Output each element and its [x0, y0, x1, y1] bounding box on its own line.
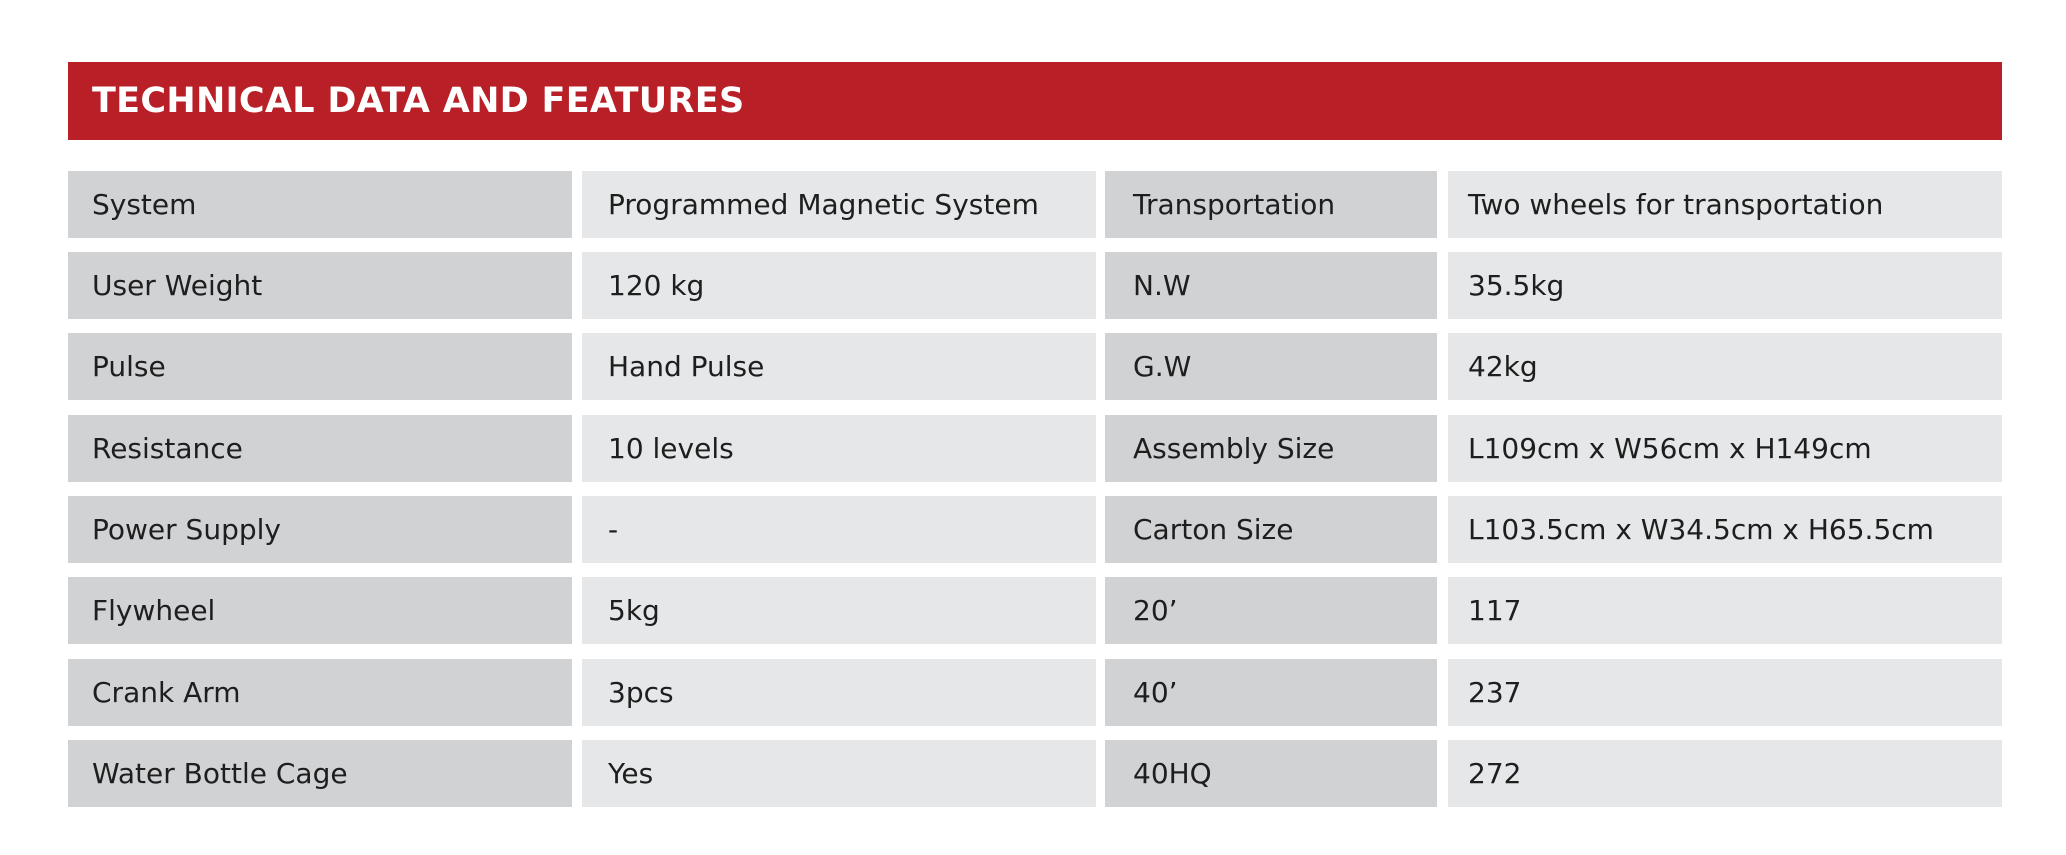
spec-label: N.W: [1105, 252, 1437, 319]
spec-label: Resistance: [68, 415, 572, 482]
spec-value: 120 kg: [582, 252, 1096, 319]
spec-value: Programmed Magnetic System: [582, 171, 1096, 238]
spec-label: 20’: [1105, 577, 1437, 644]
spec-label: Pulse: [68, 333, 572, 400]
spec-label: System: [68, 171, 572, 238]
spec-label: Water Bottle Cage: [68, 740, 572, 807]
spec-label: Transportation: [1105, 171, 1437, 238]
spec-value: 117: [1448, 577, 2002, 644]
spec-value: -: [582, 496, 1096, 563]
table-row: [68, 659, 2002, 726]
table-row: [68, 415, 2002, 482]
spec-label: Flywheel: [68, 577, 572, 644]
table-row: [68, 740, 2002, 807]
spec-value: 237: [1448, 659, 2002, 726]
spec-label: User Weight: [68, 252, 572, 319]
table-row: [68, 333, 2002, 400]
spec-label: 40’: [1105, 659, 1437, 726]
spec-label: 40HQ: [1105, 740, 1437, 807]
spec-value: 42kg: [1448, 333, 2002, 400]
table-row: [68, 252, 2002, 319]
section-header-banner: [68, 62, 2002, 140]
spec-value: Yes: [582, 740, 1096, 807]
table-row: [68, 496, 2002, 563]
spec-value: Hand Pulse: [582, 333, 1096, 400]
spec-value: 5kg: [582, 577, 1096, 644]
spec-value: 10 levels: [582, 415, 1096, 482]
table-row: [68, 171, 2002, 238]
spec-value: Two wheels for transportation: [1448, 171, 2002, 238]
table-row: [68, 577, 2002, 644]
spec-label: Assembly Size: [1105, 415, 1437, 482]
spec-label: Carton Size: [1105, 496, 1437, 563]
spec-label: G.W: [1105, 333, 1437, 400]
spec-value: 272: [1448, 740, 2002, 807]
spec-value: L103.5cm x W34.5cm x H65.5cm: [1448, 496, 2002, 563]
section-title: TECHNICAL DATA AND FEATURES: [92, 81, 745, 121]
spec-label: Power Supply: [68, 496, 572, 563]
spec-value: 3pcs: [582, 659, 1096, 726]
spec-value: L109cm x W56cm x H149cm: [1448, 415, 2002, 482]
spec-value: 35.5kg: [1448, 252, 2002, 319]
spec-label: Crank Arm: [68, 659, 572, 726]
